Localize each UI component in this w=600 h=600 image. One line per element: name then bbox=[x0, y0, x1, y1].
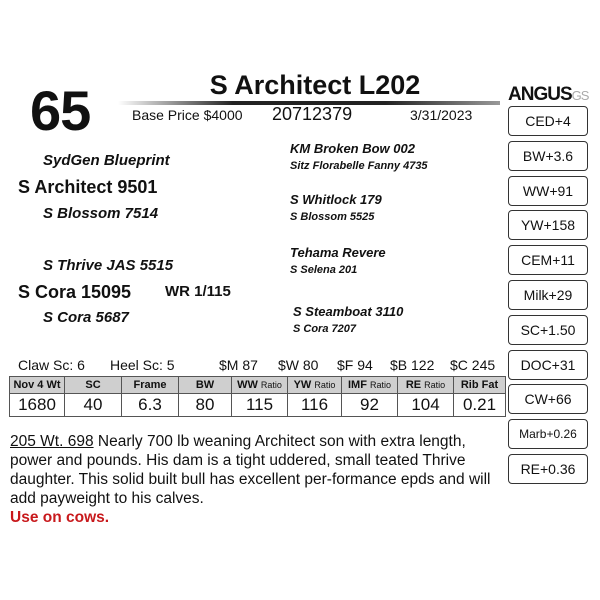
table-header-row bbox=[10, 377, 506, 394]
heel-score: Heel Sc: 5 bbox=[110, 357, 175, 373]
epd-column bbox=[508, 106, 588, 489]
table-cell: 80 bbox=[179, 394, 232, 417]
header-sub: Ratio bbox=[314, 380, 336, 390]
angus-logo-main: ANGUS bbox=[508, 84, 572, 105]
epd-ced: CED+4 bbox=[508, 106, 588, 136]
table-header bbox=[398, 377, 454, 394]
table-cell: 1680 bbox=[10, 394, 65, 417]
pedigree-sire-dam: S Blossom 7514 bbox=[43, 205, 159, 222]
table-header bbox=[454, 377, 506, 394]
pedigree-dam-sire: S Thrive JAS 5515 bbox=[43, 257, 174, 274]
claw-score: Claw Sc: 6 bbox=[18, 357, 85, 373]
index-w: $W 80 bbox=[278, 357, 319, 373]
epd-milk: Milk+29 bbox=[508, 280, 588, 310]
pedigree-sire-sire: SydGen Blueprint bbox=[43, 152, 170, 169]
animal-name: S Architect L202 bbox=[209, 70, 421, 100]
header-label: SC bbox=[85, 379, 101, 391]
pedigree-right-sub: S Selena 201 bbox=[290, 264, 358, 276]
index-m: $M 87 bbox=[219, 357, 258, 373]
table-header bbox=[179, 377, 232, 394]
angus-logo bbox=[508, 84, 588, 106]
epd-cw: CW+66 bbox=[508, 384, 588, 414]
table-cell: 116 bbox=[288, 394, 342, 417]
epd-marb: Marb+0.26 bbox=[508, 419, 588, 449]
header-label: Nov 4 Wt bbox=[13, 379, 61, 391]
header-label: RE bbox=[405, 379, 422, 391]
header-sub: Ratio bbox=[370, 380, 392, 390]
header-label: IMF bbox=[347, 379, 367, 391]
epd-bw: BW+3.6 bbox=[508, 141, 588, 171]
epd-re: RE+0.36 bbox=[508, 454, 588, 484]
pedigree-sire: S Architect 9501 bbox=[18, 177, 158, 197]
header-label: WW bbox=[237, 379, 258, 391]
header-label: Frame bbox=[133, 379, 167, 391]
table-cell: 40 bbox=[65, 394, 122, 417]
index-c: $C 245 bbox=[450, 357, 496, 373]
table-header bbox=[122, 377, 179, 394]
description-text: Nearly 700 lb weaning Architect son with extra length, power and pounds. His dam is a tight uddered, small teated Thrive daughter. This solid built bull has excellent per-formance epds and will add payweight to his calves. bbox=[10, 433, 491, 507]
table-header bbox=[10, 377, 65, 394]
pedigree-right-sub: S Cora 7207 bbox=[293, 323, 356, 335]
header-label: Rib Fat bbox=[460, 379, 499, 391]
header-sub: Ratio bbox=[424, 380, 446, 390]
header-label: BW bbox=[195, 379, 215, 391]
index-f: $F 94 bbox=[337, 357, 373, 373]
index-b: $B 122 bbox=[390, 357, 435, 373]
pedigree-right-sub: S Blossom 5525 bbox=[290, 211, 375, 223]
pedigree-right-name: S Steamboat 3110 bbox=[293, 304, 404, 319]
pedigree-right-name: Tehama Revere bbox=[290, 245, 386, 260]
header-label: YW bbox=[293, 379, 312, 391]
usage-note: Use on cows. bbox=[10, 509, 110, 526]
table-cell: 0.21 bbox=[454, 394, 506, 417]
table-header bbox=[232, 377, 288, 394]
epd-cem: CEM+11 bbox=[508, 245, 588, 275]
performance-table bbox=[9, 376, 506, 417]
pedigree-dam-dam: S Cora 5687 bbox=[43, 309, 129, 326]
pedigree-right-name: KM Broken Bow 002 bbox=[290, 141, 415, 156]
table-header bbox=[342, 377, 398, 394]
pedigree-dam: S Cora 15095 bbox=[18, 282, 132, 302]
table-row bbox=[10, 394, 506, 417]
epd-ww: WW+91 bbox=[508, 176, 588, 206]
pedigree-right-name: S Whitlock 179 bbox=[290, 192, 382, 207]
table-cell: 92 bbox=[342, 394, 398, 417]
weaning-weight: 205 Wt. 698 bbox=[10, 433, 94, 450]
description bbox=[10, 432, 500, 527]
pedigree-right-sub: Sitz Florabelle Fanny 4735 bbox=[290, 160, 428, 172]
angus-logo-suffix: GS bbox=[571, 88, 589, 103]
table-cell: 104 bbox=[398, 394, 454, 417]
lot-number: 65 bbox=[30, 79, 91, 142]
registration-number: 20712379 bbox=[272, 104, 353, 124]
pedigree-dam-wr: WR 1/115 bbox=[165, 283, 231, 300]
epd-doc: DOC+31 bbox=[508, 350, 588, 380]
header-sub: Ratio bbox=[260, 380, 282, 390]
table-header bbox=[288, 377, 342, 394]
epd-sc: SC+1.50 bbox=[508, 315, 588, 345]
table-cell: 115 bbox=[232, 394, 288, 417]
birth-date: 3/31/2023 bbox=[410, 107, 473, 123]
epd-yw: YW+158 bbox=[508, 210, 588, 240]
base-price: Base Price $4000 bbox=[132, 107, 243, 123]
table-cell: 6.3 bbox=[122, 394, 179, 417]
table-header bbox=[65, 377, 122, 394]
